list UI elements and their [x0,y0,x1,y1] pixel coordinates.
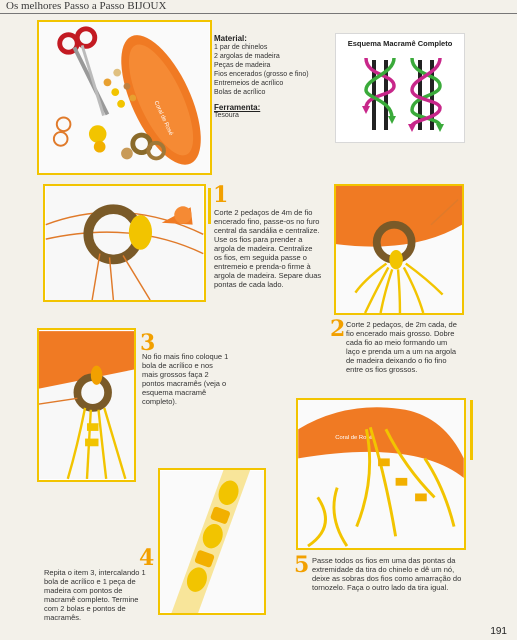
step-2-description: Corte 2 pedaços, de 2m cada, de fio encerado mais grosso. Dobre cada fio ao meio formando um laço e prenda um a um na argola de madeira deixando o fio fino entre os fios grossos. [346,320,457,374]
macrame-diagram [336,34,464,142]
step-3-text [142,352,230,406]
materials-photo [37,20,212,175]
step-5-illustration [298,400,464,548]
materials-list [214,43,324,97]
step-5-accent [470,400,473,460]
tools-title: Ferramenta: [214,103,261,112]
step-4-illustration [160,470,264,613]
material-item: Bolas de acrílico [214,89,266,96]
step-2-illustration [336,186,462,313]
step-1-illustration [45,186,204,300]
material-item: Fios encerados (grosso e fino) [214,71,309,78]
step-5-photo [296,398,466,550]
step-2-photo [334,184,464,315]
header-divider [0,13,517,14]
step-5-description: Passe todos os fios em uma das pontas da extremidade da tira do chinelo e dê um nó, deixe as sobras dos fios como amarração do tornozelo. Faça o outro lado da tira igual. [312,556,462,592]
step-1-text [214,208,322,289]
step-4-photo [158,468,266,615]
material-item: Peças de madeira [214,62,271,69]
step-3-illustration [39,330,134,480]
step-4-text [44,568,154,622]
step-3-photo [37,328,136,482]
tool-item: Tesoura [214,112,239,119]
step-5-number: 5 [294,552,310,578]
step-2-text [346,320,462,374]
page-number: 191 [490,626,507,637]
step-4-description: Repita o item 3, intercalando 1 bola de acrílico e 1 peça de madeira com pontos de macramê completo. Termine com 2 bolas e pontos de macramês. [44,568,146,622]
step-3-number: 3 [140,330,156,356]
svg-text:Coral de Rosé: Coral de Rosé [335,434,373,441]
schema-title: Esquema Macramê Completo [347,39,453,48]
step-4-number: 4 [139,545,155,571]
svg-text:Coral de Rosé: Coral de Rosé [152,100,174,137]
page-header [0,0,517,16]
material-item: 1 par de chinelos [214,44,268,51]
materials-list-box [214,34,324,119]
material-item: Entremeios de acrílico [214,80,284,87]
step-1-number: 1 [213,182,229,208]
step-3-description: No fio mais fino coloque 1 bola de acrílico e nos mais grossos faça 2 pontos macramês (veja o esquema macramê completo). [142,352,229,406]
header-title: Os melhores Passo a Passo BIJOUX [6,0,167,12]
step-1-accent [208,188,211,224]
macrame-schema [335,33,465,143]
material-item: 2 argolas de madeira [214,53,280,60]
step-5-text [312,556,468,592]
materials-title: Material: [214,34,247,43]
step-1-photo [43,184,206,302]
step-2-number: 2 [330,316,346,342]
materials-illustration [39,22,210,173]
step-1-description: Corte 2 pedaços de 4m de fio encerado fino, passe-os no furo central da sandália e centralize. Use os fios para prender a argola de madeira. Centralize os fios, em seguida passe o entremeio e prenda-o firme à argola de madeira. Separe duas pontas de cada lado. [214,208,322,289]
